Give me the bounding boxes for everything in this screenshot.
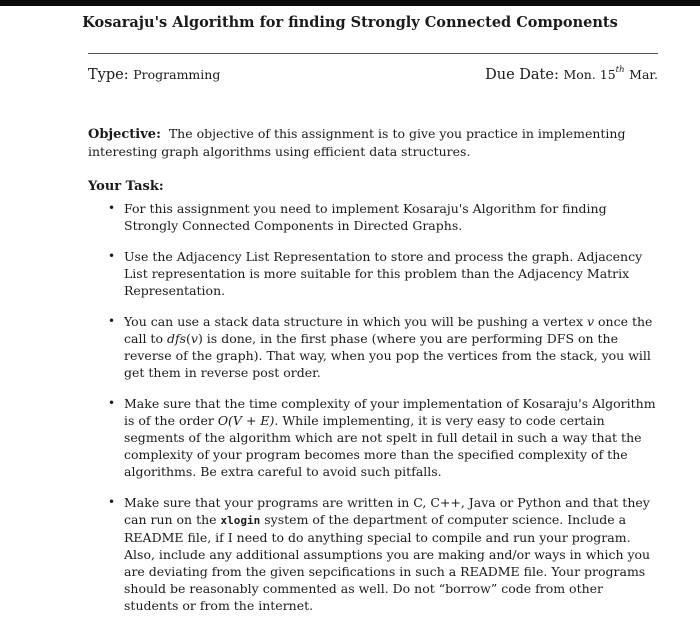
code-term: xlogin xyxy=(220,514,261,527)
bullet-icon: • xyxy=(108,249,116,263)
task-item-text: Make sure that the time complexity of your implementation of Kosaraju's Algorithm is of the order xyxy=(124,396,656,428)
math-var: v xyxy=(586,314,595,329)
due-label: Due Date: xyxy=(485,67,559,83)
task-item-text: once the call to xyxy=(124,314,653,346)
type-value: Programming xyxy=(133,67,221,82)
task-item-4 xyxy=(104,395,660,480)
math-func: dfs xyxy=(166,331,186,346)
task-item-5 xyxy=(104,494,660,614)
task-item-3 xyxy=(104,313,660,381)
task-item-text: Use the Adjacency List Representation to store and process the graph. Adjacency List representation is more suitable for this problem than the Adjacency Matrix Representation. xyxy=(124,249,643,298)
objective-text: The objective of this assignment is to give you practice in implementing interesting graph algorithms using efficient data structures. xyxy=(88,126,626,159)
objective-label: Objective: xyxy=(88,127,161,142)
task-item-text: ) is done, in the first phase (where you are performing DFS on the reverse of the graph). That way, when you pop the vertices from the stack, you will get them in reverse post order. xyxy=(124,331,651,380)
due-date-suffix: th xyxy=(615,65,625,75)
due-date-month: Mar. xyxy=(629,67,658,82)
task-item-text: system of the department of computer science. Include a README file, if I need to do anything special to compile and run your program. Also, include any additional assumptions you are making and/or ways in which you are deviating from the given sepcifications in such a README file. Your programs should be reasonably commented as well. Do not “borrow” code from other students or from the internet. xyxy=(124,512,651,613)
bullet-icon: • xyxy=(108,396,116,410)
task-item-text: For this assignment you need to implement Kosaraju's Algorithm for finding Strongly Connected Components in Directed Graphs. xyxy=(124,201,607,233)
bullet-icon: • xyxy=(108,201,116,215)
due-date-field xyxy=(485,67,658,83)
task-item-1 xyxy=(104,200,660,234)
bullet-icon: • xyxy=(108,495,116,509)
math-var: v xyxy=(190,331,198,346)
due-date-day: Mon. 15 xyxy=(563,67,616,82)
objective-paragraph xyxy=(88,125,658,160)
title-divider xyxy=(88,53,658,54)
task-item-text: You can use a stack data structure in which you will be pushing a vertex xyxy=(124,314,587,329)
bullet-icon: • xyxy=(108,314,116,328)
task-list xyxy=(104,200,660,628)
task-heading: Your Task: xyxy=(88,179,164,194)
task-item-text: ( xyxy=(186,331,191,346)
type-field xyxy=(88,67,220,83)
document-title: Kosaraju's Algorithm for finding Strongly Connected Components xyxy=(82,14,618,31)
task-item-text: . While implementing, it is very easy to code certain segments of the algorithm which are not spelt in full detail in such a way that the complexity of your program becomes more than the specified complexity of the algorithms. Be extra careful to avoid such pitfalls. xyxy=(124,413,642,479)
task-item-text: Make sure that your programs are written in C, C++, Java or Python and that they can run on the xyxy=(124,495,650,527)
task-item-2 xyxy=(104,248,660,299)
math-complexity: O(V + E) xyxy=(217,413,275,428)
top-border xyxy=(0,0,700,6)
type-label: Type: xyxy=(88,67,129,83)
